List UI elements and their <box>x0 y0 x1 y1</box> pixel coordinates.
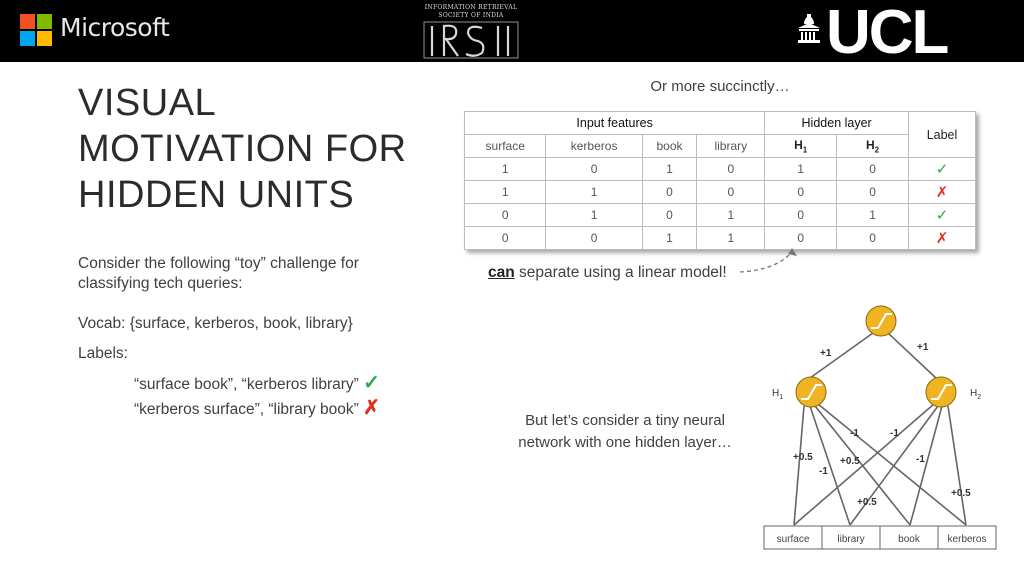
col-h2: $H_2$ <box>837 135 909 158</box>
ucl-logo <box>796 0 1016 67</box>
hidden-node-h1 <box>796 377 826 407</box>
input-layer <box>764 526 996 549</box>
dashed-arrow-icon <box>736 244 806 284</box>
negative-examples <box>134 395 380 420</box>
input-features-header: Input features <box>465 112 765 135</box>
output-node <box>866 306 896 336</box>
microsoft-logo-icon <box>20 14 53 47</box>
positive-examples-text: “surface book”, “kerberos library” <box>134 376 359 393</box>
row-label: ✓ <box>909 158 976 181</box>
ucl-wordmark: UCL <box>826 0 948 67</box>
cross-icon: ✗ <box>363 397 380 419</box>
weight-h2-library: +0.5 <box>857 497 877 508</box>
intro-line-2: classifying tech queries: <box>78 275 243 292</box>
table-row: 0 0 1 1 0 0 ✗ <box>465 227 976 250</box>
irsi-emblem-icon <box>422 20 520 60</box>
can-emphasis: can <box>488 264 515 281</box>
row-label: ✗ <box>909 181 976 204</box>
table-row: 1 0 1 0 1 0 ✓ <box>465 158 976 181</box>
weight-h2-surface: -1 <box>890 428 899 439</box>
label-header: Label <box>909 112 976 158</box>
input-book: book <box>898 534 920 545</box>
labels-heading: Labels: <box>78 345 128 362</box>
input-library: library <box>837 534 865 545</box>
h1-label: $H_1$ <box>772 388 784 401</box>
weight-out-h1: +1 <box>820 348 832 359</box>
hidden-node-h2 <box>926 377 956 407</box>
weight-h1-kerberos: -1 <box>819 466 828 477</box>
title-line-1: VISUAL <box>78 82 217 124</box>
separate-note-text: separate using a linear model! <box>514 264 727 281</box>
weight-h2-kerberos: +0.5 <box>951 488 971 499</box>
network-caption-line-1: But let’s consider a tiny neural <box>525 412 725 429</box>
input-kerberos: kerberos <box>947 534 987 545</box>
weight-h1-surface: +0.5 <box>793 452 813 463</box>
negative-examples-text: “kerberos surface”, “library book” <box>134 401 359 418</box>
intro-line-1: Consider the following “toy” challenge for <box>78 255 359 272</box>
ucl-portico-icon <box>796 14 822 44</box>
header-bar <box>0 0 1024 67</box>
h2-label: $H_2$ <box>970 388 982 401</box>
weight-h1-book: -1 <box>850 428 859 439</box>
slide-title <box>78 80 407 218</box>
network-edges <box>794 333 966 525</box>
irsi-logo <box>422 2 520 60</box>
weight-h2-book: -1 <box>916 454 925 465</box>
weight-out-h2: +1 <box>917 342 929 353</box>
hidden-layer-header: Hidden layer <box>765 112 909 135</box>
neural-network-diagram <box>760 298 1024 576</box>
check-icon: ✓ <box>363 372 380 394</box>
feature-table <box>464 111 976 250</box>
title-line-2: MOTIVATION FOR <box>78 128 407 170</box>
table-caption: Or more succinctly… <box>650 78 790 95</box>
title-line-3: HIDDEN UNITS <box>78 174 355 216</box>
col-h1: $H_1$ <box>765 135 837 158</box>
irsi-line2: SOCIETY OF INDIA <box>438 12 504 19</box>
positive-examples <box>134 370 380 395</box>
irsi-line1: INFORMATION RETRIEVAL <box>424 4 518 11</box>
table-row: 0 1 0 1 0 1 ✓ <box>465 204 976 227</box>
table-row: 1 1 0 0 0 0 ✗ <box>465 181 976 204</box>
col-kerberos: kerberos <box>546 135 642 158</box>
input-surface: surface <box>776 534 810 545</box>
weight-h1-library: +0.5 <box>840 456 860 467</box>
row-label: ✗ <box>909 227 976 250</box>
col-surface: surface <box>465 135 546 158</box>
network-caption <box>500 410 750 454</box>
col-book: book <box>642 135 697 158</box>
col-library: library <box>697 135 765 158</box>
network-caption-line-2: network with one hidden layer… <box>518 434 732 451</box>
row-label: ✓ <box>909 204 976 227</box>
microsoft-wordmark: Microsoft <box>60 13 170 42</box>
vocab-text: Vocab: {surface, kerberos, book, library} <box>78 315 353 332</box>
separate-note <box>488 264 727 282</box>
